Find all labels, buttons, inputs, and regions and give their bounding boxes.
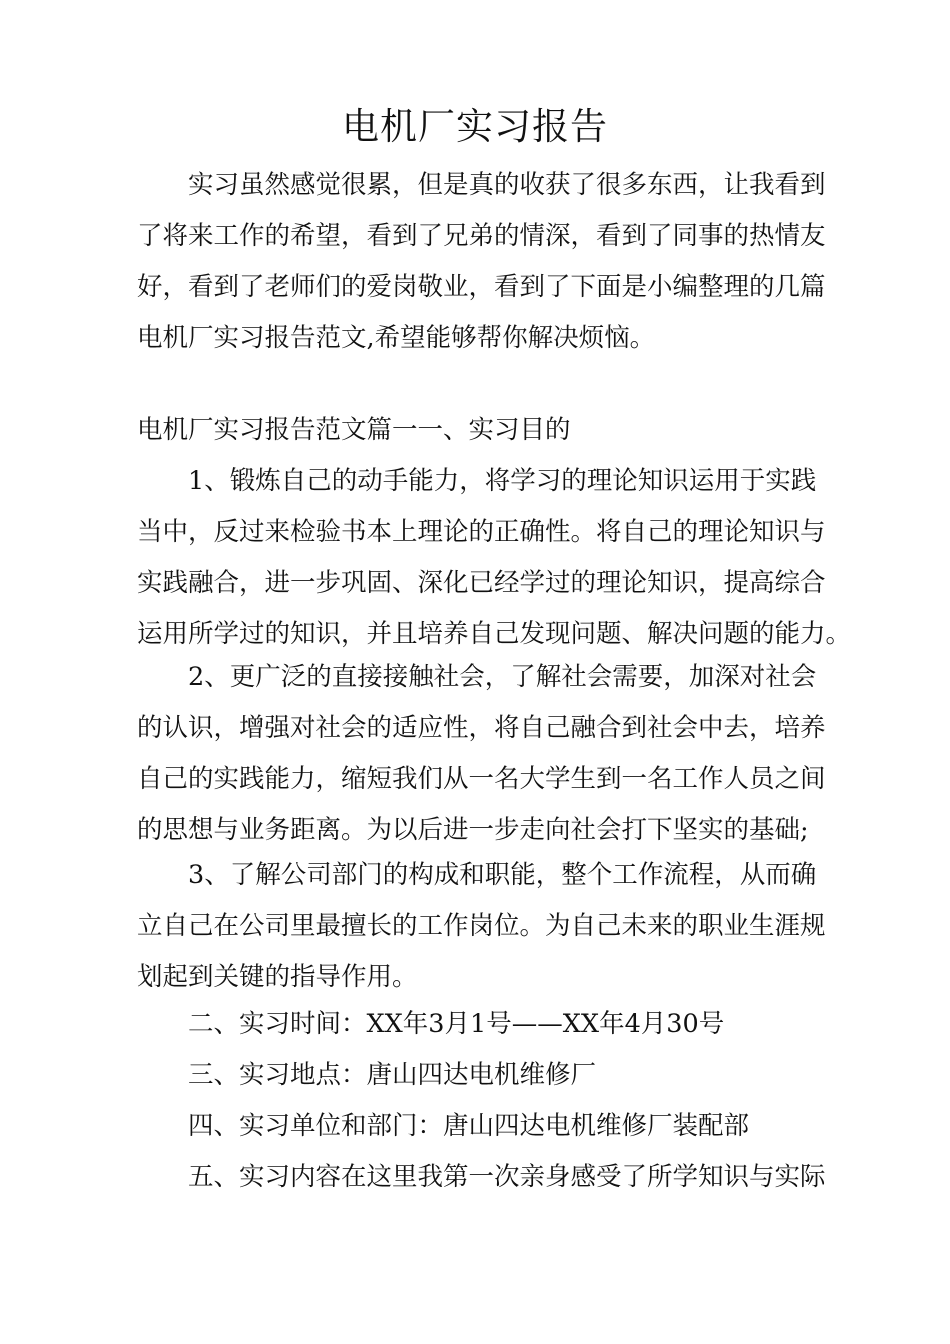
section-heading: 电机厂实习报告范文篇一一、实习目的 xyxy=(137,415,571,445)
list-item-unit: 四、实习单位和部门：唐山四达电机维修厂装配部 xyxy=(188,1111,750,1141)
paragraph-line: 当中，反过来检验书本上理论的正确性。将自己的理论知识与 xyxy=(137,517,826,547)
paragraph-line: 的认识，增强对社会的适应性，将自己融合到社会中去，培养 xyxy=(137,713,826,743)
intro-line: 实习虽然感觉很累，但是真的收获了很多东西，让我看到 xyxy=(188,170,826,200)
list-item-content: 五、实习内容在这里我第一次亲身感受了所学知识与实际 xyxy=(188,1162,826,1192)
paragraph-line: 划起到关键的指导作用。 xyxy=(137,962,418,992)
list-items xyxy=(137,999,837,1203)
section-heading-block xyxy=(137,405,837,456)
paragraph-line: 1、锻炼自己的动手能力，将学习的理论知识运用于实践 xyxy=(188,466,817,496)
paragraph-line: 实践融合，进一步巩固、深化已经学过的理论知识，提高综合 xyxy=(137,568,826,598)
paragraph-line: 的思想与业务距离。为以后进一步走向社会打下坚实的基础; xyxy=(137,815,809,845)
paragraph-line: 3、了解公司部门的构成和职能，整个工作流程，从而确 xyxy=(188,860,817,890)
intro-paragraph xyxy=(137,160,837,364)
paragraph-line: 立自己在公司里最擅长的工作岗位。为自己未来的职业生涯规 xyxy=(137,911,826,941)
intro-line: 好，看到了老师们的爱岗敬业，看到了下面是小编整理的几篇 xyxy=(137,272,826,302)
paragraph-line: 2、更广泛的直接接触社会，了解社会需要，加深对社会 xyxy=(188,662,817,692)
document-title: 电机厂实习报告 xyxy=(342,105,608,148)
list-item-time: 二、实习时间：XX年3月1号——XX年4月30号 xyxy=(188,1009,725,1039)
paragraph-line: 自己的实践能力，缩短我们从一名大学生到一名工作人员之间 xyxy=(137,764,826,794)
intro-line: 电机厂实习报告范文,希望能够帮你解决烦恼。 xyxy=(137,323,656,353)
paragraph-line: 运用所学过的知识，并且培养自己发现问题、解决问题的能力。 xyxy=(137,619,852,649)
list-item-place: 三、实习地点：唐山四达电机维修厂 xyxy=(188,1060,597,1090)
intro-line: 了将来工作的希望，看到了兄弟的情深，看到了同事的热情友 xyxy=(137,221,826,251)
paragraph-2 xyxy=(137,652,837,856)
paragraph-1 xyxy=(137,456,852,660)
paragraph-3 xyxy=(137,850,837,1003)
